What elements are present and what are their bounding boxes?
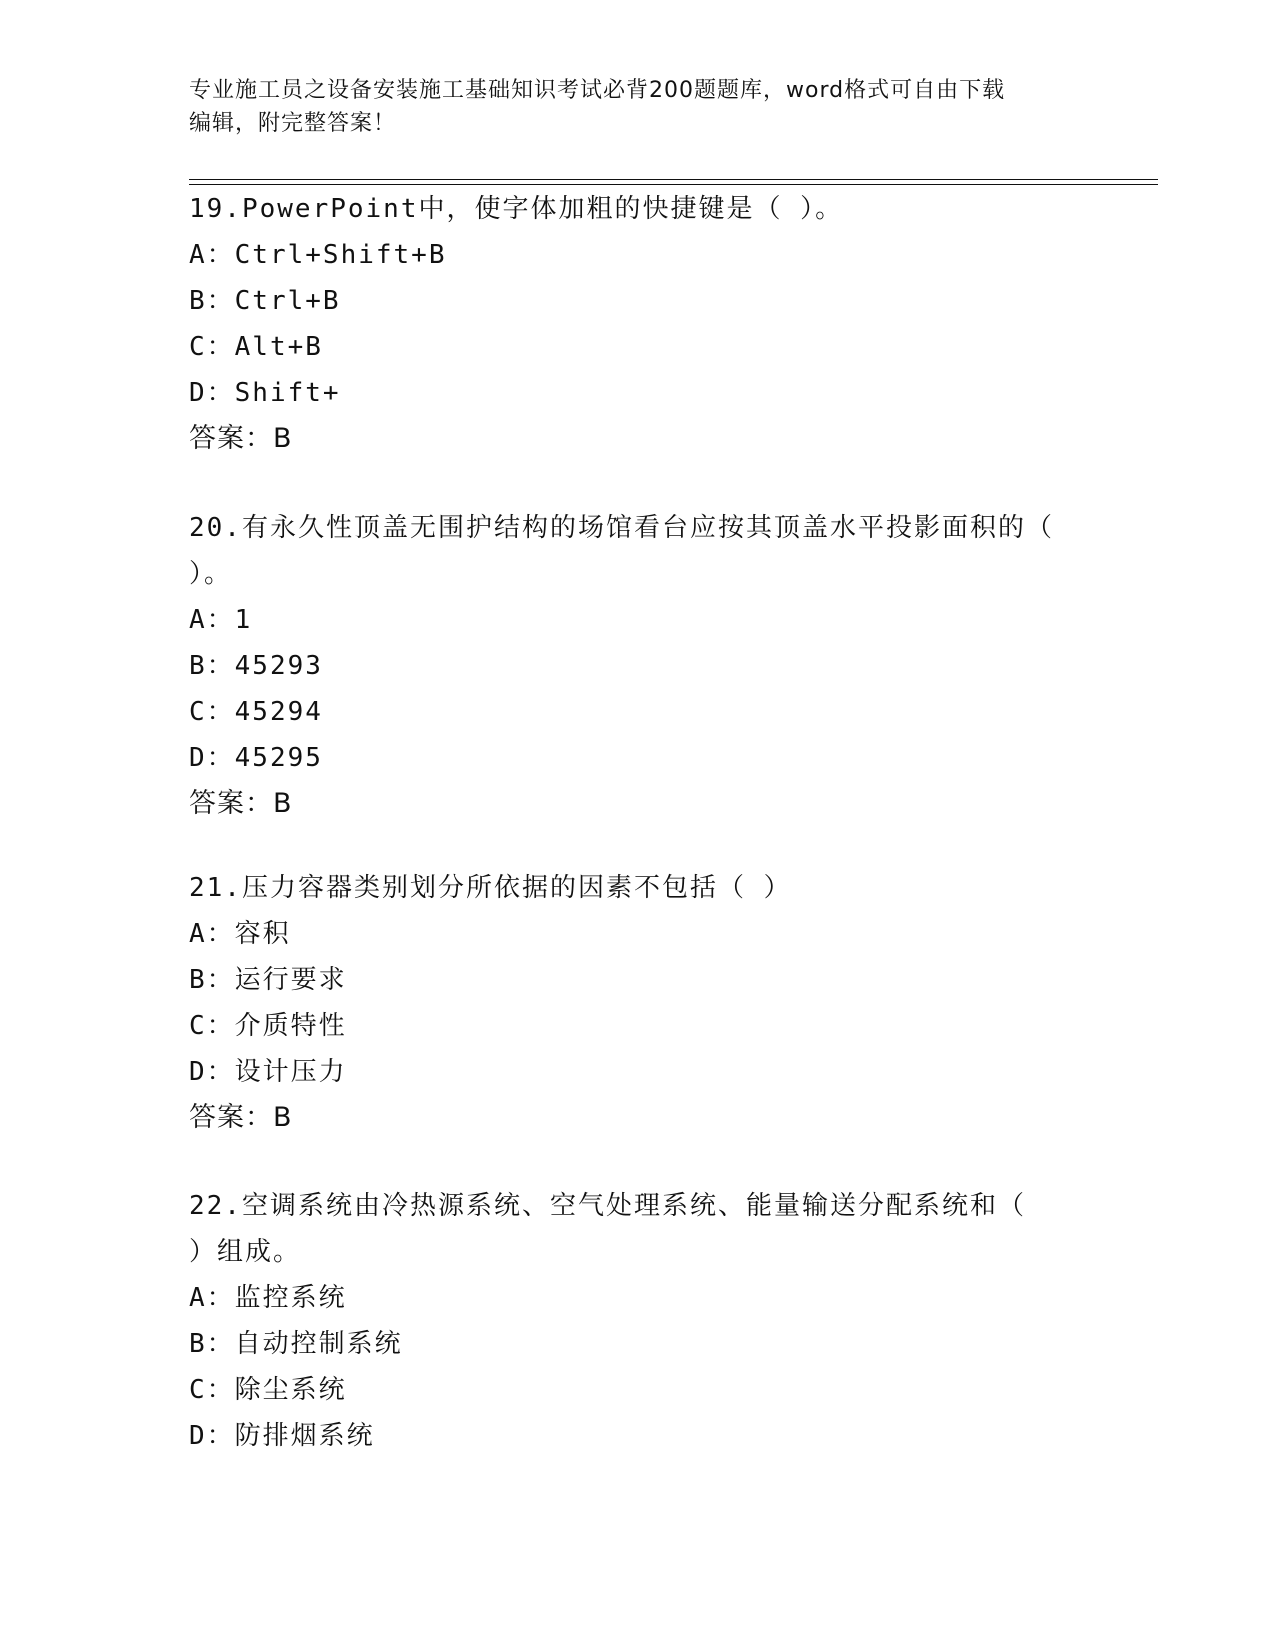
document-header bbox=[189, 74, 1069, 140]
question-19 bbox=[189, 186, 1089, 462]
question-stem: 22.空调系统由冷热源系统、空气处理系统、能量输送分配系统和（ bbox=[189, 1191, 1026, 1221]
option-c: C：Alt+B bbox=[189, 332, 323, 362]
option-d: D：Shift+ bbox=[189, 378, 341, 408]
question-21 bbox=[189, 865, 1089, 1141]
question-stem-continued: ）组成。 bbox=[189, 1237, 302, 1267]
question-stem: 21.压力容器类别划分所依据的因素不包括（ ） bbox=[189, 873, 792, 903]
answer: 答案：B bbox=[189, 1102, 293, 1133]
option-a: A：Ctrl+Shift+B bbox=[189, 240, 447, 270]
option-d: D：45295 bbox=[189, 743, 323, 773]
question-20 bbox=[189, 505, 1089, 827]
option-c: C：介质特性 bbox=[189, 1011, 347, 1041]
option-a: A：1 bbox=[189, 605, 253, 635]
answer: 答案：B bbox=[189, 788, 293, 819]
question-22 bbox=[189, 1183, 1089, 1459]
question-stem: 20.有永久性顶盖无围护结构的场馆看台应按其顶盖水平投影面积的（ bbox=[189, 513, 1054, 543]
question-stem: 19.PowerPoint中，使字体加粗的快捷键是（ ）。 bbox=[189, 194, 844, 224]
header-line-1: 专业施工员之设备安装施工基础知识考试必背200题题库，word格式可自由下载 bbox=[189, 78, 1006, 103]
option-b: B：Ctrl+B bbox=[189, 286, 341, 316]
option-a: A：监控系统 bbox=[189, 1283, 347, 1313]
option-d: D：防排烟系统 bbox=[189, 1421, 375, 1451]
header-divider-bottom bbox=[189, 184, 1158, 185]
option-d: D：设计压力 bbox=[189, 1057, 347, 1087]
question-stem-continued: ）。 bbox=[189, 559, 233, 589]
option-b: B：自动控制系统 bbox=[189, 1329, 403, 1359]
option-b: B：运行要求 bbox=[189, 965, 347, 995]
answer: 答案：B bbox=[189, 423, 293, 454]
option-b: B：45293 bbox=[189, 651, 323, 681]
option-a: A：容积 bbox=[189, 919, 291, 949]
header-divider-top bbox=[189, 179, 1158, 180]
option-c: C：45294 bbox=[189, 697, 323, 727]
option-c: C：除尘系统 bbox=[189, 1375, 347, 1405]
header-line-2: 编辑，附完整答案！ bbox=[189, 111, 397, 136]
